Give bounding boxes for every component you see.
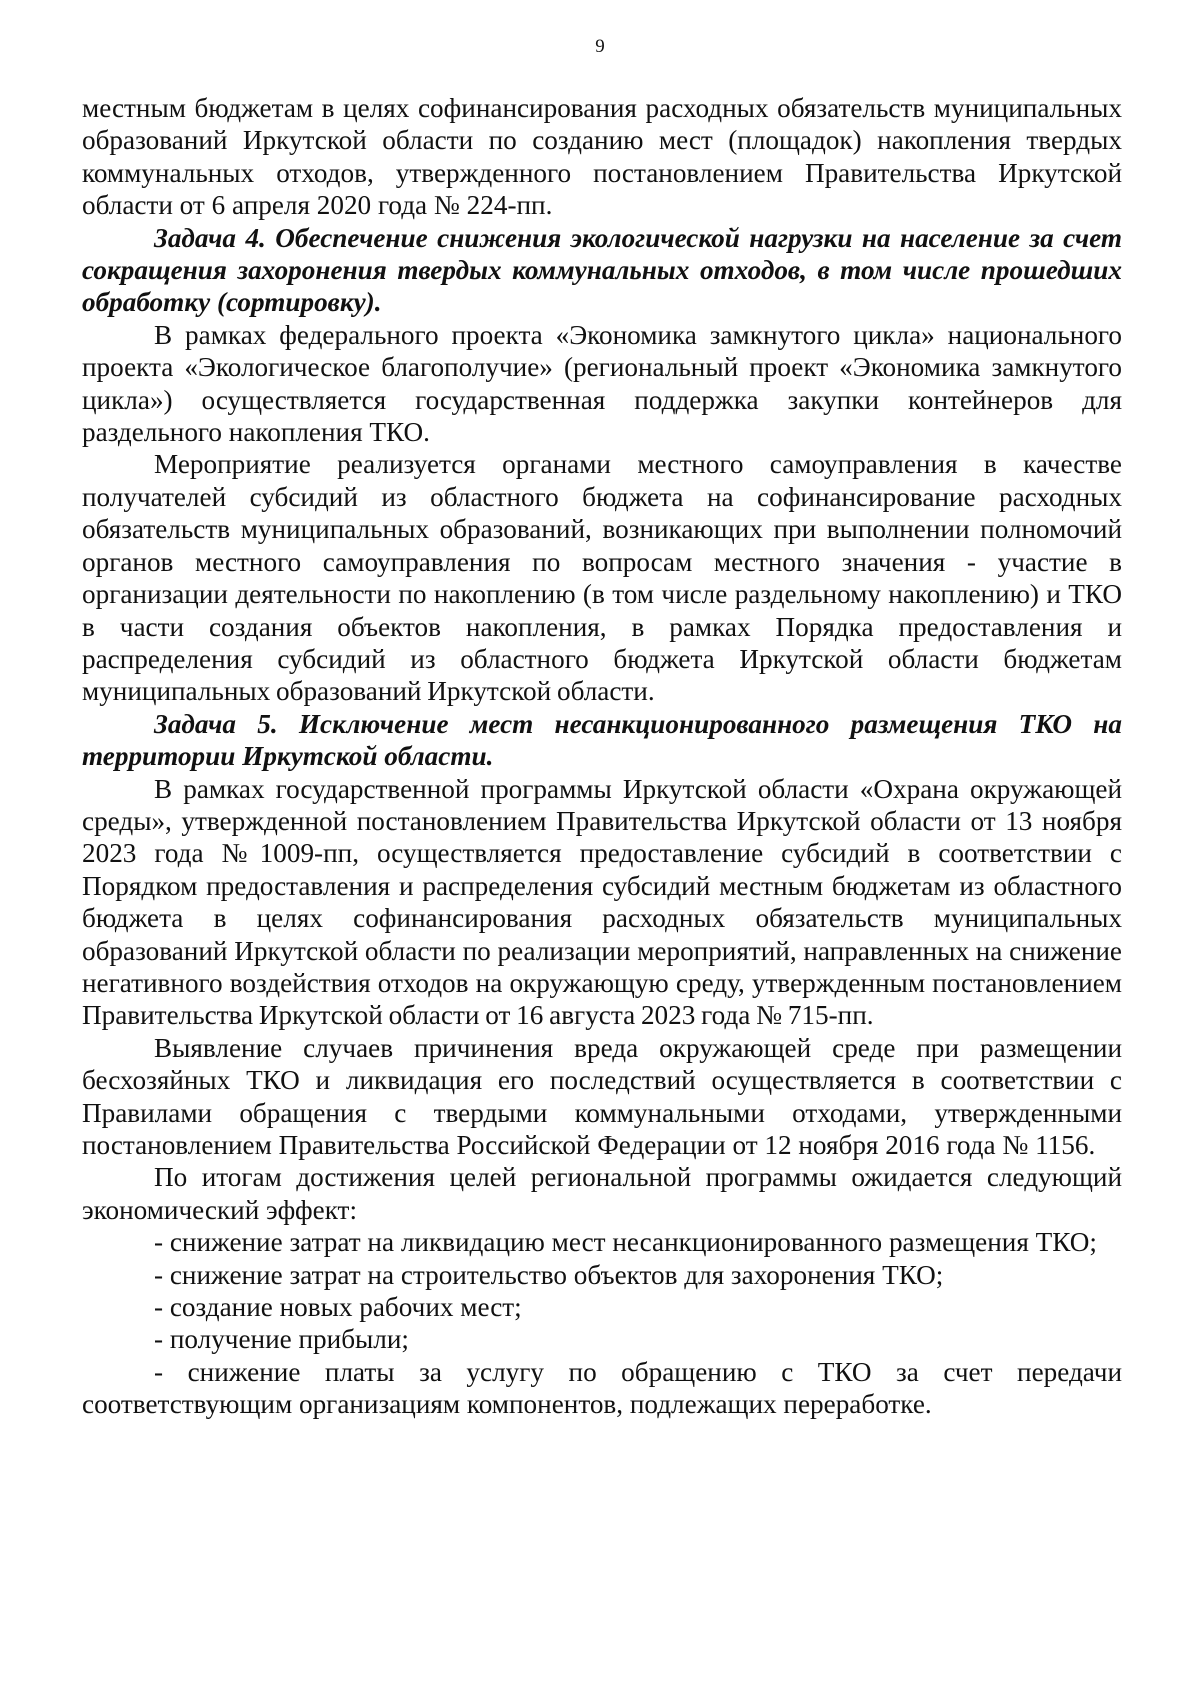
task-4-heading: Задача 4. Обеспечение снижения экологической нагрузки на население за счет сокращения захоронения твердых коммунальных отходов, в том числе прошедших обработку (сортировку). <box>82 222 1122 318</box>
list-item: - снижение затрат на ликвидацию мест несанкционированного размещения ТКО; <box>154 1227 1097 1258</box>
paragraph-damage-detection: Выявление случаев причинения вреда окружающей среде при размещении бесхозяйных ТКО и ликвидация его последствий осуществляется в соответствии с Правилами обращения с твердыми коммунальными отходами, утвержденными постановлением Правительства Российской Федерации от 12 ноября 2016 года № 1156. <box>82 1032 1122 1160</box>
paragraph-measure-implementation: Мероприятие реализуется органами местного самоуправления в качестве получателей субсидий из областного бюджета на софинансирование расходных обязательств муниципальных образований, возникающих при выполнении полномочий органов местного самоуправления по вопросам местного значения - участие в организации деятельности по накоплению (в том числе раздельному накоплению) и ТКО в части создания объектов накопления, в рамках Порядка предоставления и распределения субсидий из областного бюджета Иркутской области бюджетам муниципальных образований Иркутской области. <box>82 449 1122 707</box>
paragraph-expected-effect: По итогам достижения целей региональной программы ожидается следующий экономический эффект: <box>82 1162 1122 1225</box>
task-5-heading: Задача 5. Исключение мест несанкционированного размещения ТКО на территории Иркутской области. <box>82 708 1122 772</box>
paragraph-federal-project: В рамках федерального проекта «Экономика замкнутого цикла» национального проекта «Экологическое благополучие» (региональный проект «Экономика замкнутого цикла») осуществляется государственная поддержка закупки контейнеров для раздельного накопления ТКО. <box>82 319 1122 448</box>
list-item: - снижение платы за услугу по обращению с ТКО за счет передачи соответствующим организациям компонентов, подлежащих переработке. <box>82 1356 1122 1420</box>
list-item: - получение прибыли; <box>154 1324 409 1355</box>
page-number: 9 <box>595 36 605 57</box>
document-body <box>82 92 1122 1421</box>
paragraph-state-program: В рамках государственной программы Иркутской области «Охрана окружающей среды», утвержденной постановлением Правительства Иркутской области от 13 ноября 2023 года №1009-пп, осуществляется предоставление субсидий в соответствии с Порядком предоставления и распределения субсидий местным бюджетам из областного бюджета в целях софинансирования расходных обязательств муниципальных образований Иркутской области по реализации мероприятий, направленных на снижение негативного воздействия отходов на окружающую среду, утвержденным постановлением Правительства Иркутской области от 16 августа 2023 года № 715-пп. <box>82 773 1122 1031</box>
paragraph-continuation: местным бюджетам в целях софинансирования расходных обязательств муниципальных образований Иркутской области по созданию мест (площадок) накопления твердых коммунальных отходов, утвержденного постановлением Правительства Иркутской области от 6 апреля 2020 года № 224-пп. <box>82 93 1122 221</box>
list-item: - создание новых рабочих мест; <box>154 1292 522 1323</box>
list-item: - снижение затрат на строительство объектов для захоронения ТКО; <box>154 1259 944 1290</box>
